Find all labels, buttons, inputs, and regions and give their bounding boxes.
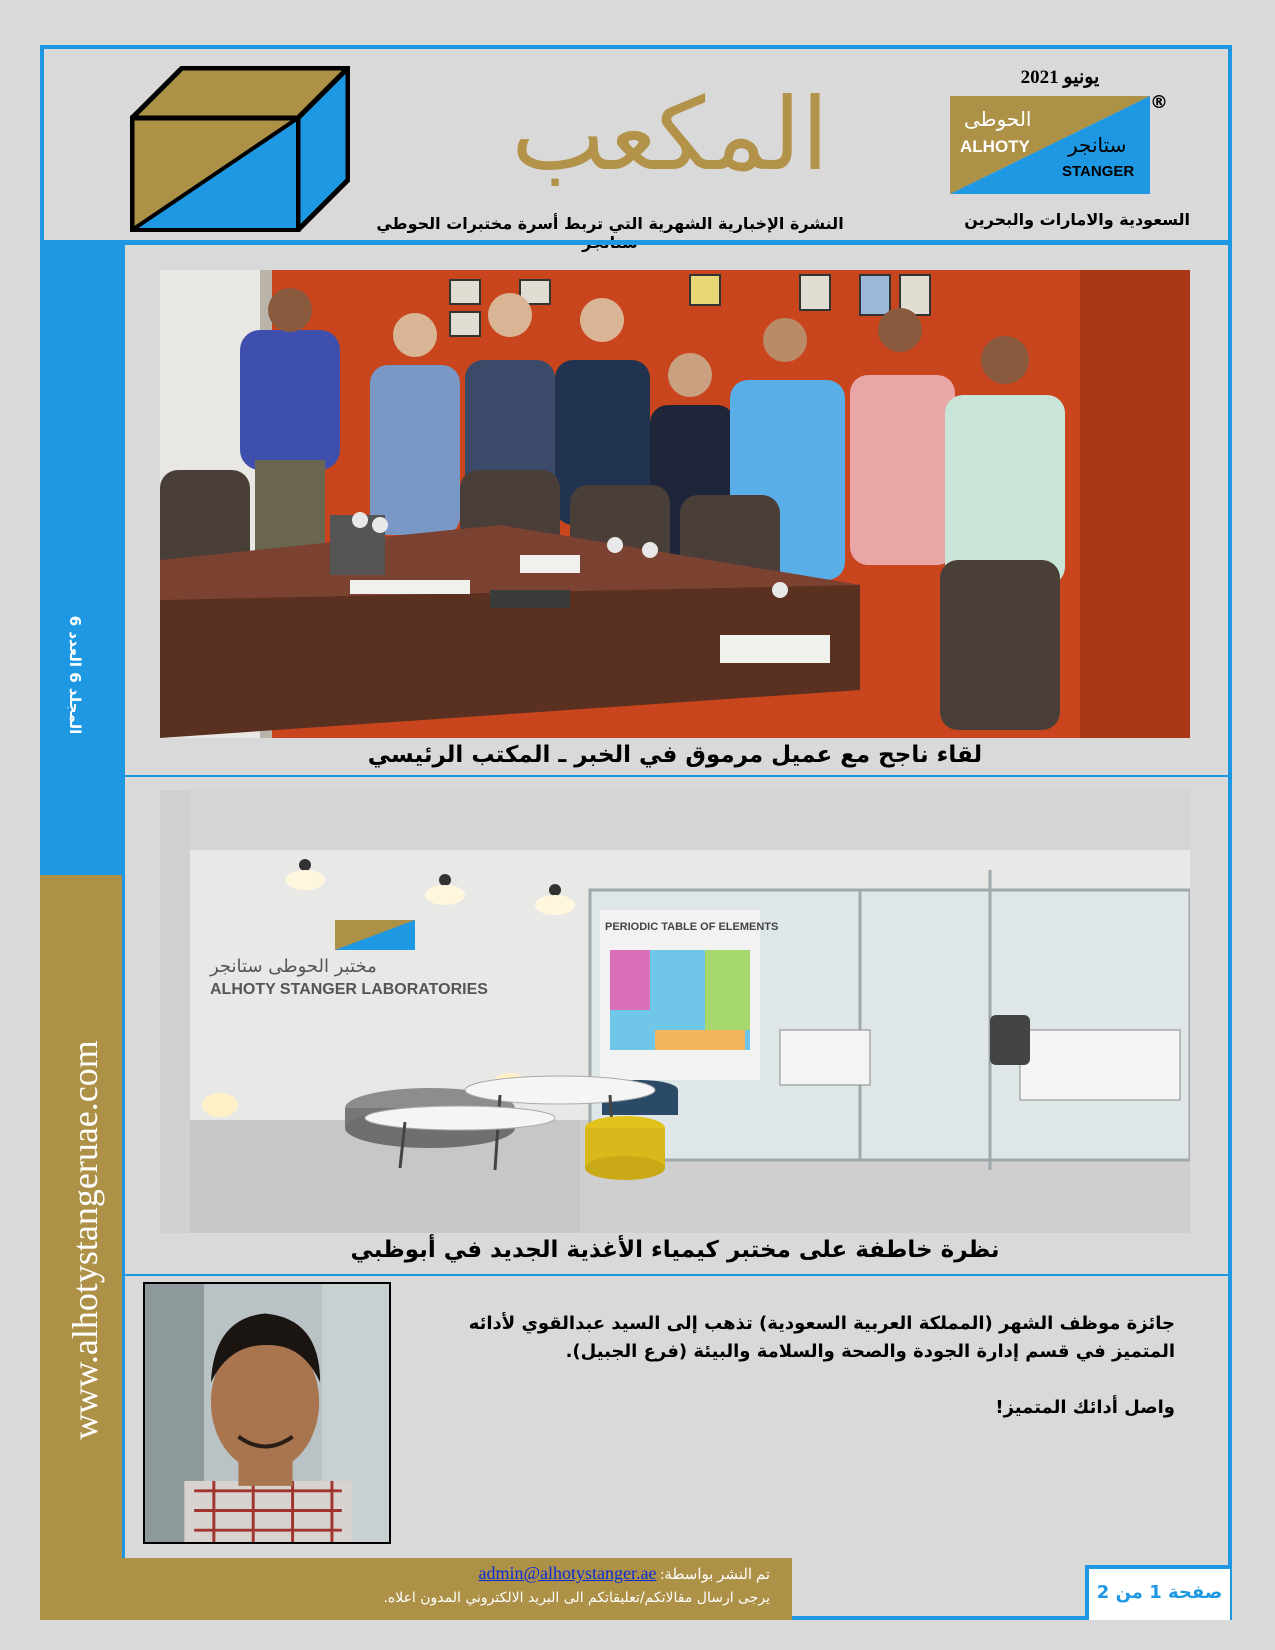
section-divider-2 <box>125 1274 1228 1276</box>
website-link[interactable]: www.alhotystangeruae.com <box>65 1040 105 1440</box>
footer-request: يرجى ارسال مقالاتكم/تعليقاتكم الى البريد الالكتروني المدون اعلاه. <box>383 1590 770 1606</box>
column-divider <box>122 245 125 1620</box>
award-encouragement: واصل أدائك المتميز! <box>995 1397 1175 1418</box>
newsletter-title: المكعب <box>511 76 829 193</box>
employee-portrait <box>143 1282 391 1544</box>
caption-meeting: لقاء ناجح مع عميل مرموق في الخبر ـ المكتب الرئيسي <box>367 742 983 768</box>
registered-mark: ® <box>1150 92 1168 113</box>
meeting-group-photo <box>160 270 1190 738</box>
employee-award-text <box>400 1310 1175 1422</box>
cube-logo <box>130 66 350 232</box>
volume-issue: المجلد 6 العدد 6 <box>66 615 84 735</box>
brand-english-2: STANGER <box>1062 163 1135 180</box>
award-statement: جائزة موظف الشهر (المملكة العربية السعودية) تذهب إلى السيد عبدالقوي لأدائه المتميز في قسم إدارة الجودة والصحة والسلامة والبيئة (فرع الجبيل). <box>468 1313 1175 1362</box>
page-number: صفحة 1 من 2 <box>1085 1565 1230 1620</box>
brand-arabic-2: ستانجر <box>1068 133 1127 157</box>
wall-sign-english: ALHOTY STANGER LABORATORIES <box>210 981 488 998</box>
brand-arabic-1: الحوطى <box>964 107 1032 131</box>
lab-interior-photo <box>160 790 1190 1233</box>
caption-lab: نظرة خاطفة على مختبر كيمياء الأغذية الجديد في أبوظبي <box>350 1237 1000 1263</box>
section-divider-1 <box>125 775 1228 777</box>
issue-date: يونيو 2021 <box>1020 67 1100 88</box>
wall-sign-arabic: مختبر الحوطى ستانجر <box>210 956 377 977</box>
published-by-label: تم النشر بواسطة: <box>660 1567 770 1583</box>
brand-english-1: ALHOTY <box>960 137 1030 156</box>
alhoty-stanger-logo <box>950 96 1150 194</box>
region-label: السعودية والامارات والبحرين <box>964 210 1190 229</box>
footer-publisher <box>130 1563 770 1584</box>
newsletter-subtitle: النشرة الإخبارية الشهرية التي تربط أسرة مختبرات الحوطي <box>376 214 844 233</box>
periodic-table-label: PERIODIC TABLE OF ELEMENTS <box>605 921 779 933</box>
header-divider <box>40 240 1232 245</box>
contact-email-link[interactable]: admin@alhotystanger.ae <box>478 1563 657 1583</box>
